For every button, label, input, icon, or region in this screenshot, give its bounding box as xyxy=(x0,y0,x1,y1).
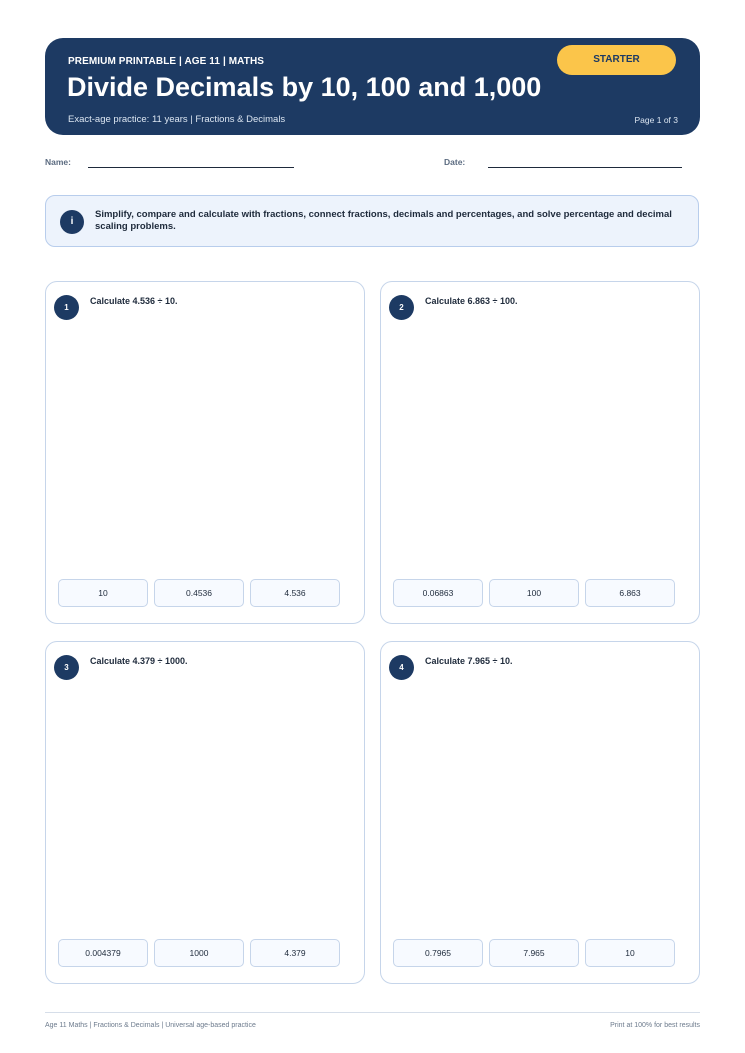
answer-option[interactable]: 100 xyxy=(489,579,579,607)
answer-option[interactable]: 0.004379 xyxy=(58,939,148,967)
page-number: Page 1 of 3 xyxy=(634,115,678,125)
info-text: Simplify, compare and calculate with fractions, connect fractions, decimals and percentages, and solve percentage and decimal scaling problems. xyxy=(95,209,672,232)
name-field[interactable] xyxy=(88,167,294,168)
answer-option[interactable]: 0.06863 xyxy=(393,579,483,607)
question-prompt: Calculate 4.536 ÷ 10. xyxy=(90,296,178,306)
footer-right-text: Print at 100% for best results xyxy=(610,1022,700,1029)
answer-option[interactable]: 10 xyxy=(58,579,148,607)
question-number: 1 xyxy=(54,295,79,320)
question-prompt: Calculate 7.965 ÷ 10. xyxy=(425,656,513,666)
date-field[interactable] xyxy=(488,167,682,168)
answer-option[interactable]: 0.4536 xyxy=(154,579,244,607)
answer-option[interactable]: 0.7965 xyxy=(393,939,483,967)
question-card-4 xyxy=(380,641,700,984)
header-kicker: PREMIUM PRINTABLE | AGE 11 | MATHS xyxy=(68,56,265,67)
answer-option[interactable]: 6.863 xyxy=(585,579,675,607)
question-number: 2 xyxy=(389,295,414,320)
footer-divider xyxy=(45,1012,700,1013)
footer-left-text: Age 11 Maths | Fractions & Decimals | Universal age-based practice xyxy=(45,1022,256,1029)
name-label: Name: xyxy=(45,157,71,167)
question-prompt: Calculate 6.863 ÷ 100. xyxy=(425,296,518,306)
answer-options xyxy=(58,579,340,607)
question-card-2 xyxy=(380,281,700,624)
question-number: 3 xyxy=(54,655,79,680)
answer-options xyxy=(58,939,340,967)
header-banner xyxy=(45,38,700,135)
info-icon: i xyxy=(60,210,84,234)
answer-option[interactable]: 4.536 xyxy=(250,579,340,607)
level-badge: STARTER xyxy=(557,45,676,75)
answer-option[interactable]: 10 xyxy=(585,939,675,967)
info-box xyxy=(45,195,699,247)
question-card-1 xyxy=(45,281,365,624)
question-number: 4 xyxy=(389,655,414,680)
question-card-3 xyxy=(45,641,365,984)
date-label: Date: xyxy=(444,157,466,167)
page-title: Divide Decimals by 10, 100 and 1,000 xyxy=(67,72,542,102)
header-subtitle: Exact-age practice: 11 years | Fractions & Decimals xyxy=(68,114,286,125)
answer-option[interactable]: 1000 xyxy=(154,939,244,967)
answer-options xyxy=(393,939,675,967)
answer-options xyxy=(393,579,675,607)
question-prompt: Calculate 4.379 ÷ 1000. xyxy=(90,656,188,666)
answer-option[interactable]: 7.965 xyxy=(489,939,579,967)
answer-option[interactable]: 4.379 xyxy=(250,939,340,967)
